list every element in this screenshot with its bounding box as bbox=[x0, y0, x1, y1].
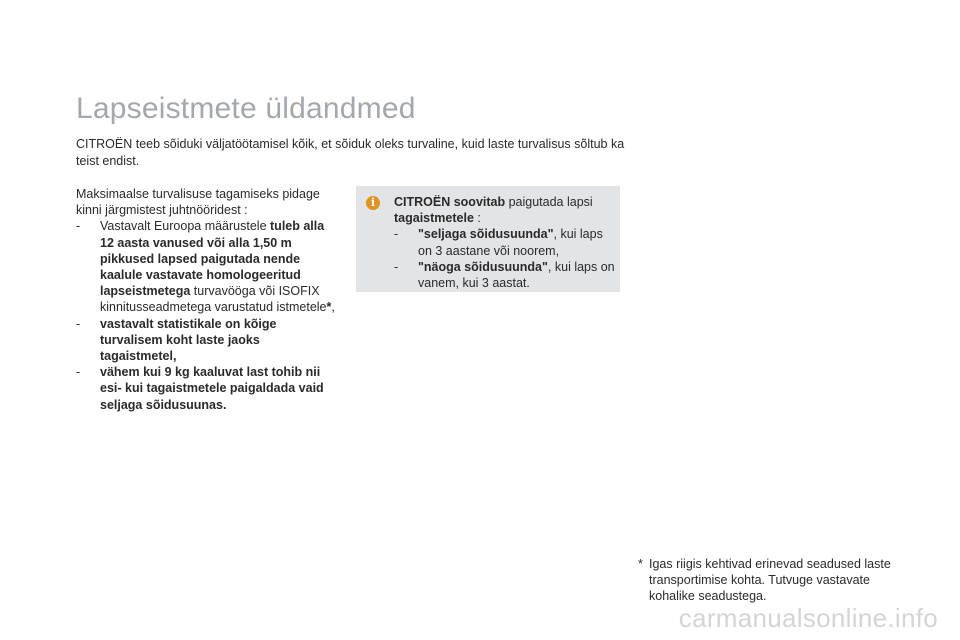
infobox-bold: CITROËN soovitab bbox=[394, 195, 506, 209]
guidelines-column bbox=[76, 186, 338, 413]
footnote-text: Igas riigis kehtivad erinevad seadused laste transportimise kohta. Tutvuge vastavate kohalike seadustega. bbox=[649, 557, 891, 604]
page-title: Lapseistmete üldandmed bbox=[76, 92, 416, 125]
list-item-bold: "seljaga sõidusuunda" bbox=[418, 227, 554, 242]
infobox-text: paigutada lapsi bbox=[505, 195, 593, 209]
guidelines-intro: Maksimaalse turvalisuse tagamiseks pidage kinni järgmistest juhtnööridest : bbox=[76, 187, 320, 218]
list-item bbox=[76, 316, 338, 365]
list-item-text: , kui laps on vanem, kui 3 aastat. bbox=[418, 259, 615, 291]
list-dash: - bbox=[76, 365, 81, 380]
list-item-bold: tuleb alla 12 aasta vanused või alla 1,50 m pikkused lapsed paigutada nende kaalule vastavate homologeeritud lapseistmetega bbox=[100, 219, 325, 299]
list-item bbox=[394, 259, 616, 291]
list-item bbox=[76, 364, 338, 413]
info-icon: i bbox=[366, 196, 380, 210]
footnote-marker: * bbox=[326, 300, 332, 315]
list-item-text: turvavööga või ISOFIX kinnitusseadmetega varustatud istmetele bbox=[100, 284, 327, 315]
list-dash: - bbox=[394, 227, 399, 242]
list-item-text: Vastavalt Euroopa määrustele bbox=[100, 219, 271, 234]
infobox-bold: tagaistmetele bbox=[394, 211, 474, 226]
list-item-text: , kui laps on 3 aastane või noorem, bbox=[418, 227, 603, 258]
list-item-bold: "näoga sõidusuunda" bbox=[418, 259, 548, 274]
list-item-bold: vastavalt statistikale on kõige turvalisem koht laste jaoks tagaistmetel, bbox=[100, 316, 277, 364]
infobox-lead bbox=[394, 194, 616, 226]
list-item-bold: vähem kui 9 kg kaaluvat last tohib nii esi- kui tagaistmetele paigaldada vaid seljaga sõidusuunas. bbox=[100, 365, 324, 412]
infobox-text: : bbox=[473, 211, 481, 226]
infobox-content bbox=[394, 194, 616, 291]
footnote bbox=[638, 556, 908, 605]
list-item bbox=[394, 226, 616, 258]
guidelines-list bbox=[76, 218, 338, 412]
list-dash: - bbox=[394, 259, 399, 274]
intro-paragraph: CITROËN teeb sõiduki väljatöötamisel kõik, et sõiduk oleks turvaline, kuid laste turvalisus sõltub ka teist endist. bbox=[76, 137, 625, 168]
list-item-punct: , bbox=[331, 300, 335, 315]
list-item bbox=[76, 218, 338, 315]
infobox-list bbox=[394, 226, 616, 291]
list-dash: - bbox=[76, 316, 81, 331]
recommendation-infobox bbox=[356, 186, 620, 292]
list-dash: - bbox=[76, 219, 81, 234]
footnote-marker: * bbox=[638, 557, 643, 571]
watermark: carmanualsonline.info bbox=[678, 603, 938, 633]
